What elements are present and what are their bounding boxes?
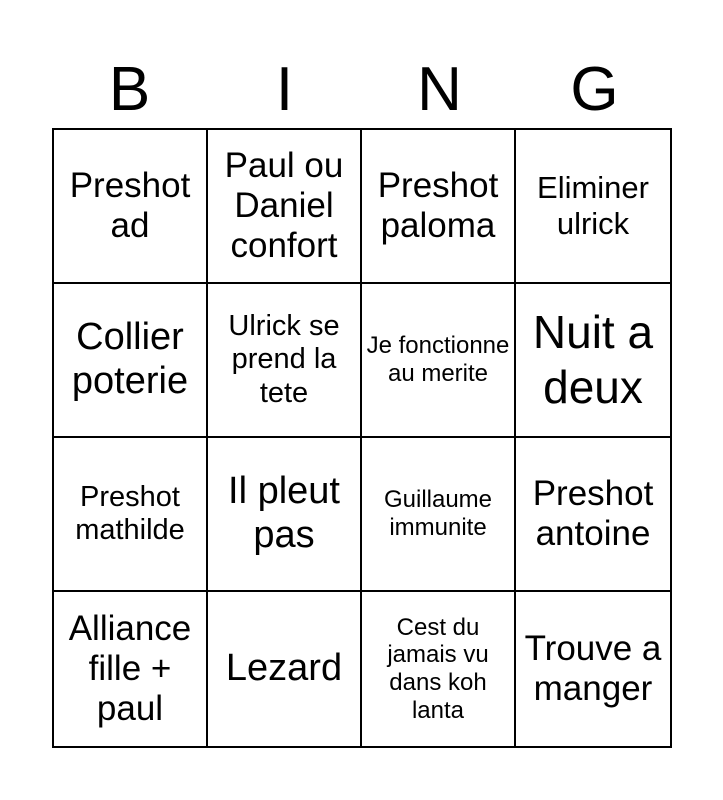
header-letter-g: G: [570, 55, 619, 124]
bingo-cell-r4-c2[interactable]: Lezard: [208, 592, 362, 746]
header-letter-i: I: [275, 55, 294, 124]
bingo-cell-r3-c3[interactable]: Guillaume immunite: [362, 438, 516, 592]
header-letter-b: B: [108, 55, 151, 124]
bingo-cell-r4-c3[interactable]: Cest du jamais vu dans koh lanta: [362, 592, 516, 746]
bingo-header: [52, 52, 672, 128]
bingo-cell-r2-c1[interactable]: Collier poterie: [54, 284, 208, 438]
bingo-cell-r4-c1[interactable]: Alliance fille + paul: [54, 592, 208, 746]
bingo-cell-r1-c4[interactable]: Eliminer ulrick: [516, 130, 670, 284]
bingo-cell-r3-c1[interactable]: Preshot mathilde: [54, 438, 208, 592]
bingo-cell-r2-c4[interactable]: Nuit a deux: [516, 284, 670, 438]
bingo-cell-r2-c2[interactable]: Ulrick se prend la tete: [208, 284, 362, 438]
bingo-cell-r4-c4[interactable]: Trouve a manger: [524, 628, 662, 708]
bingo-cell-r1-c1[interactable]: Preshot ad: [54, 130, 208, 284]
bingo-cell-r3-c4[interactable]: Preshot antoine: [516, 438, 670, 592]
bingo-card: [52, 128, 672, 748]
bingo-cell-r1-c2[interactable]: Paul ou Daniel confort: [208, 130, 362, 284]
header-letter-n: N: [417, 55, 462, 124]
bingo-cell-r2-c3[interactable]: Je fonctionne au merite: [362, 284, 516, 438]
bingo-cell-r3-c2[interactable]: Il pleut pas: [208, 438, 362, 592]
bingo-cell-r1-c3[interactable]: Preshot paloma: [362, 130, 516, 284]
